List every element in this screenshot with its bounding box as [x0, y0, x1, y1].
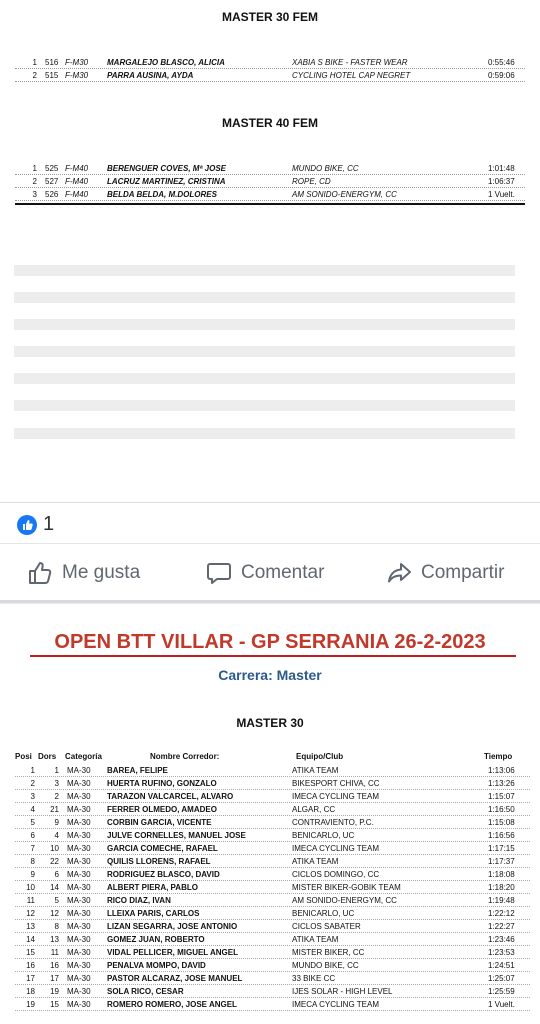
comment-icon [205, 559, 233, 587]
row-dorsal: 21 [50, 805, 59, 814]
row-dorsal: 527 [45, 177, 59, 186]
category-title: MASTER 30 [236, 716, 304, 730]
row-team: MUNDO BIKE, CC [292, 961, 359, 970]
row-category: MA-30 [67, 844, 91, 853]
row-time: 1:24:51 [488, 961, 515, 970]
row-position: 2 [32, 71, 37, 80]
row-rider-name: RODRIGUEZ BLASCO, DAVID [107, 870, 220, 879]
placeholder-bar [14, 373, 515, 384]
row-time: 1:23:46 [488, 935, 515, 944]
row-team: MISTER BIKER, CC [292, 948, 365, 957]
like-button[interactable] [26, 558, 140, 588]
row-position: 14 [26, 935, 35, 944]
row-category: MA-30 [67, 779, 91, 788]
table-row [15, 881, 530, 894]
row-position: 7 [30, 844, 35, 853]
row-time: 1:19:48 [488, 896, 515, 905]
row-rider-name: BERENGUER COVES, Mª JOSE [107, 164, 226, 173]
header-team: Equipo/Club [296, 752, 344, 761]
header-name: Nombre Corredor: [150, 752, 220, 761]
row-dorsal: 6 [54, 870, 59, 879]
row-team: CICLOS DOMINGO, CC [292, 870, 380, 879]
row-rider-name: PARRA AUSINA, AYDA [107, 71, 194, 80]
row-team: IMECA CYCLING TEAM [292, 844, 379, 853]
row-dorsal: 516 [45, 58, 59, 67]
row-team: ALGAR, CC [292, 805, 336, 814]
row-team: IJES SOLAR - HIGH LEVEL [292, 987, 393, 996]
table-row [15, 816, 530, 829]
table-row [15, 162, 525, 175]
like-count[interactable]: 1 [43, 513, 55, 535]
row-team: ATIKA TEAM [292, 766, 339, 775]
row-time: 1:18:20 [488, 883, 515, 892]
row-rider-name: QUILIS LLORENS, RAFAEL [107, 857, 211, 866]
row-rider-name: FERRER OLMEDO, AMADEO [107, 805, 217, 814]
header-time: Tiempo [484, 752, 513, 761]
row-team: ATIKA TEAM [292, 857, 339, 866]
row-category: MA-30 [67, 883, 91, 892]
row-category: MA-30 [67, 792, 91, 801]
table-row [15, 829, 530, 842]
row-position: 4 [30, 805, 35, 814]
row-position: 8 [30, 857, 35, 866]
race-subtitle: Carrera: Master [218, 667, 322, 683]
row-category: MA-30 [67, 974, 91, 983]
row-position: 6 [30, 831, 35, 840]
table-row [15, 56, 525, 69]
results-table-master-30 [15, 764, 530, 1011]
row-dorsal: 2 [54, 792, 59, 801]
row-category: MA-30 [67, 935, 91, 944]
row-position: 2 [32, 177, 37, 186]
header-pos: Posi [15, 752, 32, 761]
row-dorsal: 12 [50, 909, 59, 918]
row-category: F-M40 [65, 177, 89, 186]
row-rider-name: PASTOR ALCARAZ, JOSE MANUEL [107, 974, 243, 983]
placeholder-bar [14, 428, 515, 439]
row-team: IMECA CYCLING TEAM [292, 1000, 379, 1009]
row-position: 2 [30, 779, 35, 788]
row-dorsal: 4 [54, 831, 59, 840]
table-row [15, 777, 530, 790]
row-team: AM SONIDO-ENERGYM, CC [292, 896, 397, 905]
row-rider-name: BELDA BELDA, M.DOLORES [107, 190, 217, 199]
placeholder-bar [14, 346, 515, 357]
header-category: Categoría [65, 752, 102, 761]
row-position: 1 [30, 766, 35, 775]
share-button-label: Compartir [421, 562, 505, 583]
row-position: 11 [26, 896, 35, 905]
row-rider-name: ROMERO ROMERO, JOSE ANGEL [107, 1000, 237, 1009]
row-time: 1 Vuelt. [488, 1000, 515, 1009]
row-rider-name: GOMEZ JUAN, ROBERTO [107, 935, 205, 944]
row-time: 1:17:15 [488, 844, 515, 853]
row-position: 19 [26, 1000, 35, 1009]
row-time: 1:15:08 [488, 818, 515, 827]
row-position: 18 [26, 987, 35, 996]
row-team: BENICARLO, UC [292, 831, 355, 840]
row-position: 13 [26, 922, 35, 931]
row-position: 9 [30, 870, 35, 879]
section-title-master-30-fem: MASTER 30 FEM [221, 10, 318, 24]
row-time: 1:13:26 [488, 779, 515, 788]
row-time: 1:22:27 [488, 922, 515, 931]
row-dorsal: 13 [50, 935, 59, 944]
row-time: 1:17:37 [488, 857, 515, 866]
row-dorsal: 14 [50, 883, 59, 892]
row-position: 15 [26, 948, 35, 957]
row-dorsal: 8 [54, 922, 59, 931]
row-rider-name: JULVE CORNELLES, MANUEL JOSE [107, 831, 246, 840]
row-dorsal: 15 [50, 1000, 59, 1009]
row-dorsal: 526 [45, 190, 59, 199]
row-time: 1:18:08 [488, 870, 515, 879]
row-team: CYCLING HOTEL CAP NEGRET [292, 71, 411, 80]
row-team: ATIKA TEAM [292, 935, 339, 944]
row-time: 1:15:07 [488, 792, 515, 801]
row-dorsal: 11 [50, 948, 59, 957]
row-dorsal: 3 [54, 779, 59, 788]
table-row [15, 764, 530, 777]
row-team: CICLOS SABATER [292, 922, 361, 931]
row-dorsal: 515 [45, 71, 59, 80]
title-underline [30, 655, 516, 657]
row-rider-name: LACRUZ MARTINEZ, CRISTINA [107, 177, 226, 186]
placeholder-bar [14, 265, 515, 276]
placeholder-bar [14, 292, 515, 303]
row-rider-name: VIDAL PELLICER, MIGUEL ANGEL [107, 948, 238, 957]
row-rider-name: MARGALEJO BLASCO, ALICIA [107, 58, 225, 67]
row-category: MA-30 [67, 857, 91, 866]
row-time: 1:25:07 [488, 974, 515, 983]
row-team: IMECA CYCLING TEAM [292, 792, 379, 801]
table-row [15, 959, 530, 972]
row-dorsal: 525 [45, 164, 59, 173]
table-row [15, 855, 530, 868]
row-time: 1:25:59 [488, 987, 515, 996]
row-time: 1:01:48 [488, 164, 515, 173]
table-row [15, 790, 530, 803]
section-title-master-40-fem: MASTER 40 FEM [221, 116, 318, 130]
table-row [15, 946, 530, 959]
row-position: 3 [32, 190, 37, 199]
row-time: 0:59:06 [488, 71, 515, 80]
row-position: 17 [26, 974, 35, 983]
table-row [15, 188, 525, 201]
row-team: ROPE, CD [292, 177, 331, 186]
row-rider-name: GARCIA COMECHE, RAFAEL [107, 844, 218, 853]
row-category: F-M30 [65, 71, 89, 80]
results-table-master-30-fem [15, 56, 525, 82]
header-dorsal: Dors [38, 752, 57, 761]
row-position: 10 [26, 883, 35, 892]
row-dorsal: 16 [50, 961, 59, 970]
table-end-rule [15, 203, 525, 205]
row-time: 1:06:37 [488, 177, 515, 186]
row-team: MUNDO BIKE, CC [292, 164, 359, 173]
post-separator [0, 600, 540, 603]
row-dorsal: 10 [50, 844, 59, 853]
row-category: MA-30 [67, 896, 91, 905]
thumbs-up-icon [26, 559, 54, 587]
row-rider-name: ALBERT PIERA, PABLO [107, 883, 198, 892]
like-button-label: Me gusta [62, 562, 141, 583]
row-position: 16 [26, 961, 35, 970]
row-dorsal: 5 [54, 896, 59, 905]
like-reaction-icon[interactable] [17, 515, 37, 535]
row-team: MISTER BIKER-GOBIK TEAM [292, 883, 401, 892]
row-category: MA-30 [67, 948, 91, 957]
table-row [15, 803, 530, 816]
row-category: MA-30 [67, 831, 91, 840]
row-team: BIKESPORT CHIVA, CC [292, 779, 380, 788]
row-dorsal: 1 [54, 766, 59, 775]
post-actions-bar [0, 502, 540, 603]
results-table-master-40-fem [15, 162, 525, 201]
row-team: XABIA S BIKE - FASTER WEAR [292, 58, 408, 67]
row-category: MA-30 [67, 818, 91, 827]
row-dorsal: 19 [50, 987, 59, 996]
row-rider-name: PENALVA MOMPO, DAVID [107, 961, 206, 970]
row-category: F-M40 [65, 164, 89, 173]
row-rider-name: CORBIN GARCIA, VICENTE [107, 818, 212, 827]
table-row [15, 933, 530, 946]
row-rider-name: LIZAN SEGARRA, JOSE ANTONIO [107, 922, 238, 931]
row-category: MA-30 [67, 961, 91, 970]
row-rider-name: TARAZON VALCARCEL, ALVARO [107, 792, 234, 801]
comment-button-label: Comentar [241, 562, 325, 583]
share-icon [385, 559, 413, 587]
row-category: MA-30 [67, 922, 91, 931]
row-position: 5 [30, 818, 35, 827]
results-image-bottom[interactable] [0, 604, 540, 1024]
row-position: 12 [26, 909, 35, 918]
row-position: 3 [30, 792, 35, 801]
row-team: BENICARLO, UC [292, 909, 355, 918]
race-title: OPEN BTT VILLAR - GP SERRANIA 26-2-2023 [54, 631, 486, 653]
placeholder-bar [14, 319, 515, 330]
row-time: 1:23:53 [488, 948, 515, 957]
table-row [15, 69, 525, 82]
share-button[interactable] [385, 558, 504, 588]
row-dorsal: 22 [50, 857, 59, 866]
row-time: 0:55:46 [488, 58, 515, 67]
row-position: 1 [32, 58, 37, 67]
row-category: MA-30 [67, 805, 91, 814]
row-time: 1 Vuelt. [488, 190, 515, 199]
row-time: 1:22:12 [488, 909, 515, 918]
divider [0, 543, 540, 544]
row-category: MA-30 [67, 987, 91, 996]
row-category: F-M40 [65, 190, 89, 199]
table-row [15, 907, 530, 920]
row-category: MA-30 [67, 1000, 91, 1009]
row-team: CONTRAVIENTO, P.C. [292, 818, 374, 827]
table-row [15, 998, 530, 1011]
row-time: 1:16:50 [488, 805, 515, 814]
row-category: MA-30 [67, 909, 91, 918]
row-time: 1:16:56 [488, 831, 515, 840]
table-row [15, 868, 530, 881]
comment-button[interactable] [205, 558, 324, 588]
results-image-top[interactable] [0, 0, 540, 502]
row-dorsal: 17 [50, 974, 59, 983]
table-row [15, 920, 530, 933]
row-rider-name: SOLA RICO, CESAR [107, 987, 184, 996]
row-category: MA-30 [67, 766, 91, 775]
row-team: AM SONIDO-ENERGYM, CC [292, 190, 397, 199]
table-row [15, 842, 530, 855]
row-time: 1:13:06 [488, 766, 515, 775]
row-team: 33 BIKE CC [292, 974, 336, 983]
row-category: MA-30 [67, 870, 91, 879]
row-category: F-M30 [65, 58, 89, 67]
row-rider-name: LLEIXA PARIS, CARLOS [107, 909, 200, 918]
table-row [15, 972, 530, 985]
row-rider-name: BAREA, FELIPE [107, 766, 168, 775]
row-dorsal: 9 [54, 818, 59, 827]
row-rider-name: RICO DIAZ, IVAN [107, 896, 171, 905]
table-row [15, 175, 525, 188]
placeholder-bar [14, 400, 515, 411]
row-rider-name: HUERTA RUFINO, GONZALO [107, 779, 217, 788]
table-row [15, 894, 530, 907]
table-row [15, 985, 530, 998]
row-position: 1 [32, 164, 37, 173]
